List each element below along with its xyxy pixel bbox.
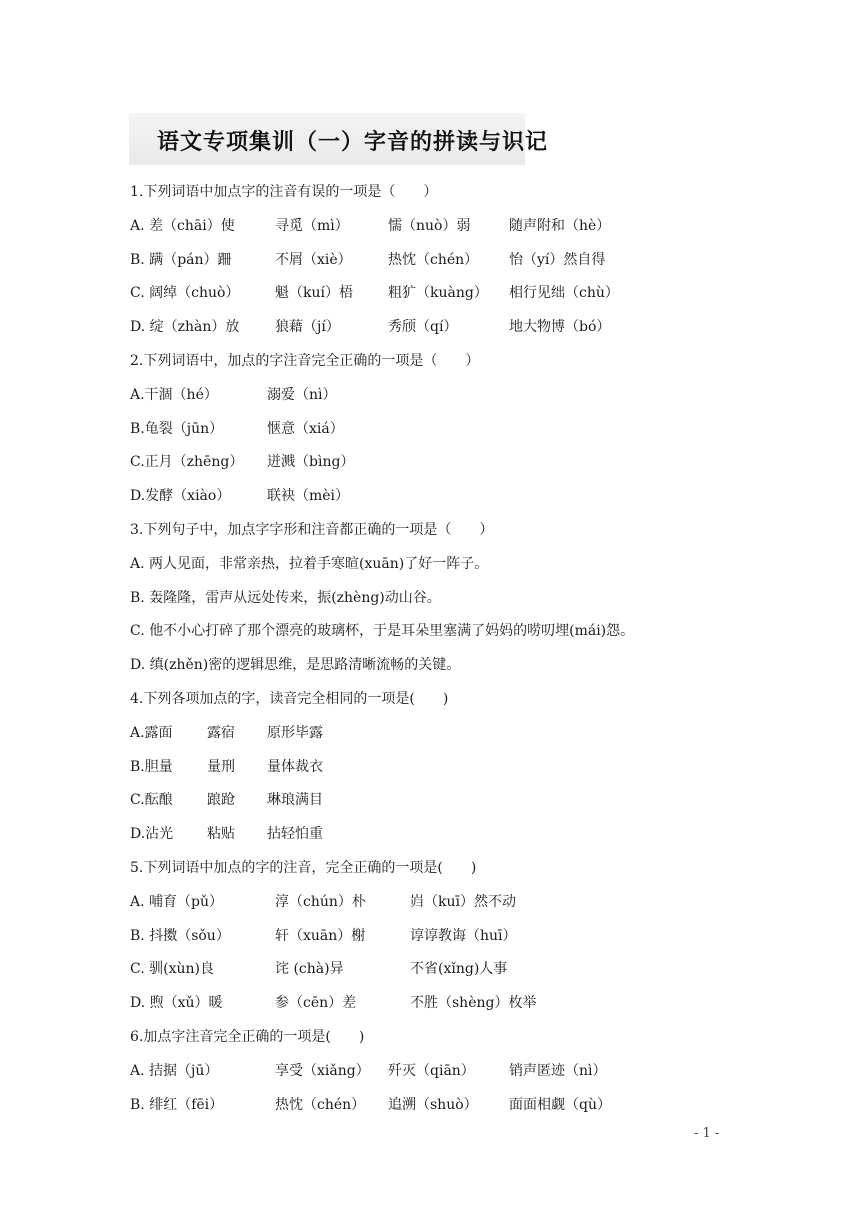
title-banner — [129, 113, 549, 165]
line-cell: D. 绽（zhàn）放 — [130, 319, 240, 336]
option-row — [130, 886, 750, 920]
line-cell: 销声匿迹（nì） — [509, 1062, 607, 1079]
line-cell: 轩（xuān）榭 — [275, 927, 366, 944]
line-cell: B. 轰隆隆，雷声从远处传来，振(zhèng)动山谷。 — [130, 589, 441, 606]
text-line — [130, 649, 750, 683]
line-cell: 怡（yí）然自得 — [509, 251, 606, 268]
line-cell: 相行见绌（chù） — [509, 285, 619, 302]
line-cell: 不省(xǐng)人事 — [410, 961, 508, 978]
line-cell: 6.加点字注音完全正确的一项是( ) — [130, 1028, 365, 1045]
option-row — [130, 717, 750, 751]
line-cell: 随声附和（hè） — [509, 217, 611, 234]
option-row — [130, 311, 750, 345]
line-cell: 粗犷（kuàng） — [388, 285, 488, 302]
option-row — [130, 480, 750, 514]
text-line — [130, 615, 750, 649]
option-row — [130, 413, 750, 447]
line-cell: 联袂（mèi） — [267, 488, 350, 505]
line-cell: D. 缜(zhěn)密的逻辑思维，是思路清晰流畅的关键。 — [130, 657, 461, 674]
line-cell: C.酝酿 — [130, 792, 173, 809]
line-cell: B.胆量 — [130, 758, 173, 775]
line-cell: C. 他不小心打碎了那个漂亮的玻璃杯，于是耳朵里塞满了妈妈的唠叨埋(mái)怨。 — [130, 623, 635, 640]
line-cell: A. 哺育（pǔ） — [130, 893, 223, 910]
line-cell: 狼藉（jí） — [275, 319, 340, 336]
question-list — [130, 176, 750, 1122]
line-cell: 歼灭（qiān） — [388, 1062, 475, 1079]
text-line — [130, 176, 750, 210]
option-row — [130, 818, 750, 852]
line-cell: 不屑（xiè） — [275, 251, 352, 268]
line-cell: C. 阔绰（chuò） — [130, 285, 240, 302]
line-cell: 溺爱（nì） — [267, 386, 337, 403]
line-cell: 量刑 — [207, 758, 235, 775]
page-title: 语文专项集训（一）字音的拼读与识记 — [157, 130, 549, 155]
text-line — [130, 1021, 750, 1055]
line-cell: D.发酵（xiào） — [130, 488, 231, 505]
line-cell: 热忱（chén） — [388, 251, 479, 268]
line-cell: 拈轻怕重 — [267, 826, 323, 843]
line-cell: D. 煦（xǔ）暖 — [130, 995, 223, 1012]
line-cell: B.龟裂（jūn） — [130, 420, 224, 437]
line-cell: 地大物博（bó） — [509, 319, 611, 336]
line-cell: A. 两人见面，非常亲热，拉着手寒暄(xuān)了好一阵子。 — [130, 555, 489, 572]
text-line — [130, 514, 750, 548]
line-cell: 寻觅（mì） — [275, 217, 349, 234]
line-cell: 4.下列各项加点的字，读音完全相同的一项是( ) — [130, 690, 449, 707]
line-cell: A. 拮据（jū） — [130, 1062, 219, 1079]
line-cell: 秀颀（qí） — [388, 319, 458, 336]
line-cell: A. 差（chāi）使 — [130, 217, 235, 234]
page-number: - 1 - — [694, 1126, 720, 1141]
option-row — [130, 987, 750, 1021]
line-cell: 原形毕露 — [267, 724, 323, 741]
line-cell: 谆谆教诲（huī） — [410, 927, 517, 944]
line-cell: 享受（xiǎng） — [275, 1062, 370, 1079]
text-line — [130, 582, 750, 616]
line-cell: B. 抖擞（sǒu） — [130, 927, 230, 944]
option-row — [130, 446, 750, 480]
line-cell: 热忱（chén） — [275, 1096, 366, 1113]
line-cell: 参（cēn）差 — [275, 995, 357, 1012]
line-cell: B. 绯红（fēi） — [130, 1096, 224, 1113]
line-cell: 诧 (chà)异 — [275, 961, 344, 978]
line-cell: 魁（kuí）梧 — [275, 285, 353, 302]
line-cell: 岿（kuī）然不动 — [410, 893, 516, 910]
option-row — [130, 1089, 750, 1123]
line-cell: 1.下列词语中加点字的注音有误的一项是（ ） — [130, 184, 438, 200]
line-cell: 惬意（xiá） — [267, 420, 344, 437]
line-cell: A.干涸（hé） — [130, 386, 218, 403]
line-cell: 露宿 — [207, 724, 235, 741]
option-row — [130, 751, 750, 785]
line-cell: C. 驯(xùn)良 — [130, 961, 214, 978]
line-cell: 粘贴 — [207, 826, 235, 843]
line-cell: B. 蹒（pán）跚 — [130, 251, 232, 268]
option-row — [130, 244, 750, 278]
line-cell: A.露面 — [130, 724, 173, 741]
line-cell: 懦（nuò）弱 — [388, 217, 471, 234]
option-row — [130, 379, 750, 413]
option-row — [130, 277, 750, 311]
line-cell: 5.下列词语中加点的字的注音，完全正确的一项是( ) — [130, 859, 477, 876]
option-row — [130, 210, 750, 244]
line-cell: D.沾光 — [130, 826, 174, 843]
line-cell: 迸溅（bìng） — [267, 454, 355, 471]
text-line — [130, 852, 750, 886]
text-line — [130, 683, 750, 717]
option-row — [130, 953, 750, 987]
line-cell: 2.下列词语中，加点的字注音完全正确的一项是（ ） — [130, 352, 480, 369]
line-cell: 不胜（shèng）枚举 — [410, 995, 537, 1012]
line-cell: 踉跄 — [207, 792, 235, 809]
line-cell: 琳琅满目 — [267, 792, 323, 809]
line-cell: 面面相觑（qù） — [509, 1096, 611, 1113]
line-cell: 3.下列句子中，加点字字形和注音都正确的一项是（ ） — [130, 521, 494, 538]
line-cell: 量体裁衣 — [267, 758, 323, 775]
line-cell: 追溯（shuò） — [388, 1096, 478, 1113]
option-row — [130, 784, 750, 818]
text-line — [130, 345, 750, 379]
line-cell: 淳（chún）朴 — [275, 893, 366, 910]
option-row — [130, 920, 750, 954]
line-cell: C.正月（zhēng） — [130, 454, 244, 471]
text-line — [130, 548, 750, 582]
option-row — [130, 1055, 750, 1089]
